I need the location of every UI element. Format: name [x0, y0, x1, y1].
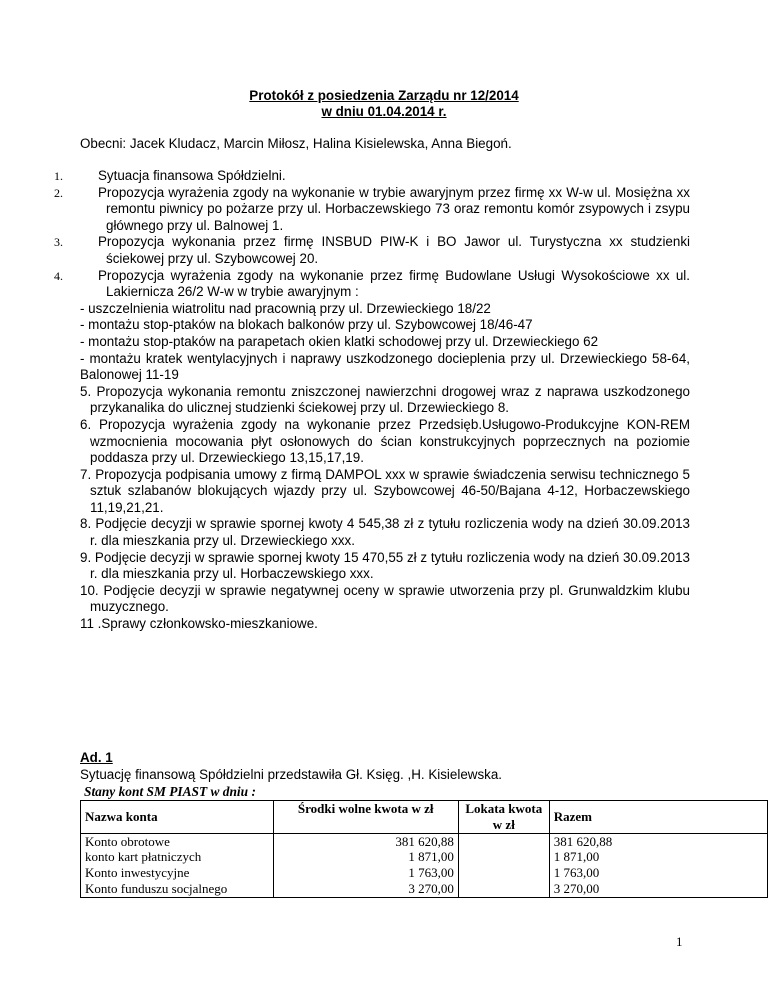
table-row — [81, 865, 768, 881]
agenda-item: 9. Podjęcie decyzji w sprawie spornej kwoty 15 470,55 zł z tytułu rozliczenia wody na dzień 30.09.2013 r. dla mieszkania przy ul. Horbaczewskiego xxx. — [80, 549, 690, 582]
table-header-row — [81, 801, 768, 834]
agenda-item: 11 .Sprawy członkowsko-mieszkaniowe. — [80, 616, 318, 632]
agenda-item: 8. Podjęcie decyzji w sprawie spornej kwoty 4 545,38 zł z tytułu rozliczenia wody na dzień 30.09.2013 r. dla mieszkania przy ul. Drzewieckiego xxx. — [80, 516, 690, 549]
table-row — [81, 849, 768, 865]
table-cell: 3 270,00 — [273, 881, 458, 897]
table-row — [81, 833, 768, 849]
table-cell: 381 620,88 — [273, 833, 458, 849]
table-cell: Konto obrotowe — [81, 833, 274, 849]
table-cell: 1 763,00 — [273, 865, 458, 881]
table-cell — [458, 881, 549, 897]
table-cell: 381 620,88 — [549, 833, 767, 849]
table-cell: Konto funduszu socjalnego — [81, 881, 274, 897]
agenda-item: 7. Propozycja podpisania umowy z firmą DAMPOL xxx w sprawie świadczenia serwisu technicznego 5 sztuk szlabanów blokujących wjazdy przy ul. Szybowcowej 46-50/Bajana 4-12, Horbaczewskiego 11,19,21,21. — [80, 466, 690, 515]
account-balances-table — [80, 800, 768, 898]
agenda-item — [54, 168, 690, 185]
ad1-text: Sytuację finansową Spółdzielni przedstawiła Gł. Księg. ,H. Kisielewska. — [80, 767, 503, 782]
table-caption: Stany kont SM PIAST w dniu : — [84, 784, 256, 799]
page-number: 1 — [676, 934, 683, 949]
table-cell — [458, 865, 549, 881]
table-cell: 1 871,00 — [273, 849, 458, 865]
agenda-item: 6. Propozycja wyrażenia zgody na wykonanie przez Przedsięb.Usługowo-Produkcyjne KON-REM wzmocnienia mocowania płyt osłonowych do ścian konstrukcyjnych poprzecznych na poziomie poddasza przy ul. Drzewieckiego 13,15,17,19. — [80, 416, 690, 466]
agenda-item — [54, 234, 690, 267]
title-line-2: w dniu 01.04.2014 r. — [321, 104, 447, 119]
table-cell: Konto inwestycyjne — [81, 865, 274, 881]
agenda-subitem: - montażu kratek wentylacyjnych i naprawy uszkodzonego docieplenia przy ul. Drzewieckiego 58-64, Balonowej 11-19 — [80, 350, 690, 383]
column-header: Lokata kwota w zł — [458, 801, 549, 834]
agenda-item: 10. Podjęcie decyzji w sprawie negatywnej oceny w sprawie utworzenia przy pl. Grunwaldzkim klubu muzycznego. — [80, 582, 690, 615]
agenda-item-number: 2. — [54, 185, 63, 200]
agenda-subitem: - montażu stop-ptaków na parapetach okien klatki schodowej przy ul. Drzewieckiego 62 — [80, 333, 599, 349]
agenda — [54, 168, 690, 633]
column-header: Razem — [549, 801, 767, 834]
agenda-subitem: - montażu stop-ptaków na blokach balkonów przy ul. Szybowcowej 18/46-47 — [80, 317, 533, 333]
agenda-subitem: - uszczelnienia wiatrolitu nad pracownią przy ul. Drzewieckiego 18/22 — [80, 300, 491, 316]
title-line-1: Protokół z posiedzenia Zarządu nr 12/2014 — [249, 88, 519, 103]
table-cell: 1 871,00 — [549, 849, 767, 865]
agenda-item-number: 4. — [54, 268, 63, 283]
agenda-item-text: Propozycja wyrażenia zgody na wykonanie w trybie awaryjnym przez firmę xx W-w ul. Mosiężna xx remontu piwnicy po pożarze przy ul. Horbaczewskiego 73 oraz remontu komór zsypowych i zsypu głównego przy ul. Balnowej 1. — [98, 184, 690, 233]
ad1-heading: Ad. 1 — [80, 750, 113, 765]
agenda-item-text: Propozycja wykonania przez firmę INSBUD PIW-K i BO Jawor ul. Turystyczna xx studzienki ściekowej przy ul. Szybowcowej 20. — [98, 234, 690, 266]
column-header: Nazwa konta — [81, 801, 274, 834]
attendees-line: Obecni: Jacek Kludacz, Marcin Miłosz, Halina Kisielewska, Anna Biegoń. — [80, 136, 512, 151]
table-row — [81, 881, 768, 897]
agenda-item-text: Propozycja wyrażenia zgody na wykonanie przez firmę Budowlane Usługi Wysokościowe xx ul. Lakiernicza 26/2 W-w w trybie awaryjnym : — [98, 267, 690, 300]
agenda-item-number: 1. — [54, 169, 63, 183]
table-cell — [458, 849, 549, 865]
table-cell — [458, 833, 549, 849]
table-cell: konto kart płatniczych — [81, 849, 274, 865]
agenda-item: 5. Propozycja wykonania remontu zniszczonej nawierzchni drogowej wraz z naprawa uszkodzonego przykanalika do ulicznej studzienki ściekowej przy ul. Drzewieckiego 8. — [80, 383, 690, 416]
column-header: Środki wolne kwota w zł — [273, 801, 458, 834]
agenda-item — [54, 184, 690, 235]
agenda-item-number: 3. — [54, 235, 63, 250]
table-cell: 3 270,00 — [549, 881, 767, 897]
agenda-item — [54, 267, 690, 301]
table-cell: 1 763,00 — [549, 865, 767, 881]
document-title — [0, 88, 768, 120]
agenda-item-text: Sytuacja finansowa Spółdzielni. — [98, 168, 286, 183]
